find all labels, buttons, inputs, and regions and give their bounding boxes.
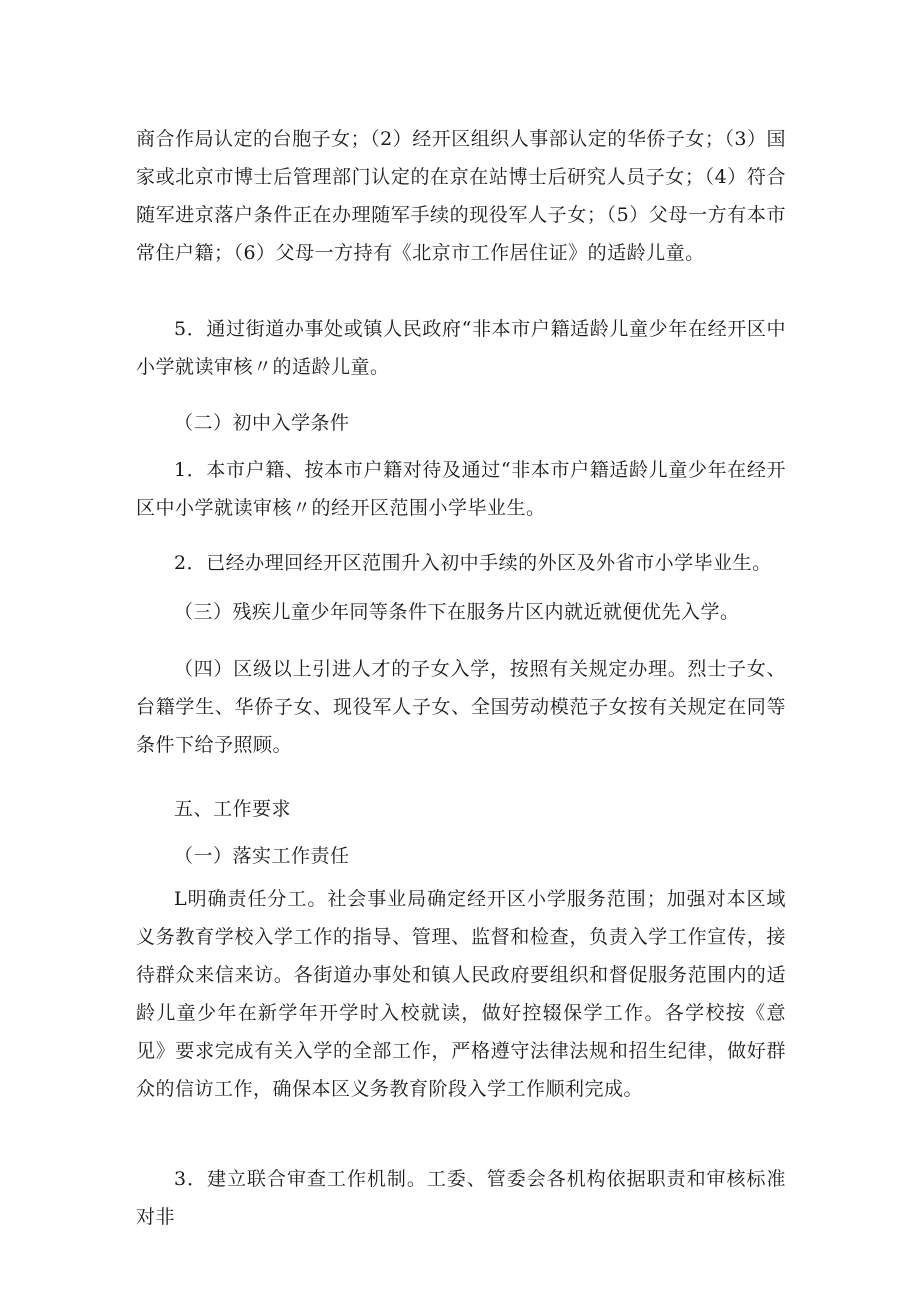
paragraph-division-of-duties: L明确责任分工。社会事业局确定经开区小学服务范围；加强对本区域义务教育学校入学工作的指导、管理、监督和检查，负责入学工作宣传，接待群众来信来访。各街道办事处和镇人民政府要组织和督促服务范围内的适龄儿童少年在新学年开学时入校就读，做好控辍保学工作。各学校按《意见》要求完成有关入学的全部工作，严格遵守法律法规和招生纪律，做好群众的信访工作，确保本区义务教育阶段入学工作顺利完成。: [136, 888, 786, 1100]
paragraph-disabled-children: （三）残疾儿童少年同等条件下在服务片区内就近就便优先入学。: [174, 601, 740, 623]
heading-responsibility: （一）落实工作责任: [174, 845, 350, 867]
paragraph-eligible-children-list: 商合作局认定的台胞子女；（2）经开区组织人事部认定的华侨子女；（3）国家或北京市博士后管理部门认定的在京在站博士后研究人员子女；（4）符合随军进京落户条件正在办理随军手续的现役军人子女；（5）父母一方有本市常住户籍；（6）父母一方持有《北京市工作居住证》的适龄儿童。: [136, 128, 786, 264]
paragraph-junior-item-1: 1．本市户籍、按本市户籍对待及通过“非本市户籍适龄儿童少年在经开区中小学就读审核〃的经开区范围小学毕业生。: [136, 459, 786, 519]
heading-junior-high-conditions: （二）初中入学条件: [174, 412, 350, 434]
paragraph-joint-review: 3．建立联合审查工作机制。工委、管委会各机构依据职责和审核标准对非: [136, 1168, 786, 1228]
paragraph-junior-item-2: 2．已经办理回经开区范围升入初中手续的外区及外省市小学毕业生。: [174, 552, 772, 574]
heading-work-requirements: 五、工作要求: [174, 798, 292, 820]
paragraph-talent-children: （四）区级以上引进人才的子女入学，按照有关规定办理。烈士子女、台籍学生、华侨子女、现役军人子女、全国劳动模范子女按有关规定在同等条件下给予照顾。: [136, 658, 786, 756]
paragraph-item-5: 5．通过街道办事处或镇人民政府“非本市户籍适龄儿童少年在经开区中小学就读审核〃的适龄儿童。: [136, 318, 786, 378]
